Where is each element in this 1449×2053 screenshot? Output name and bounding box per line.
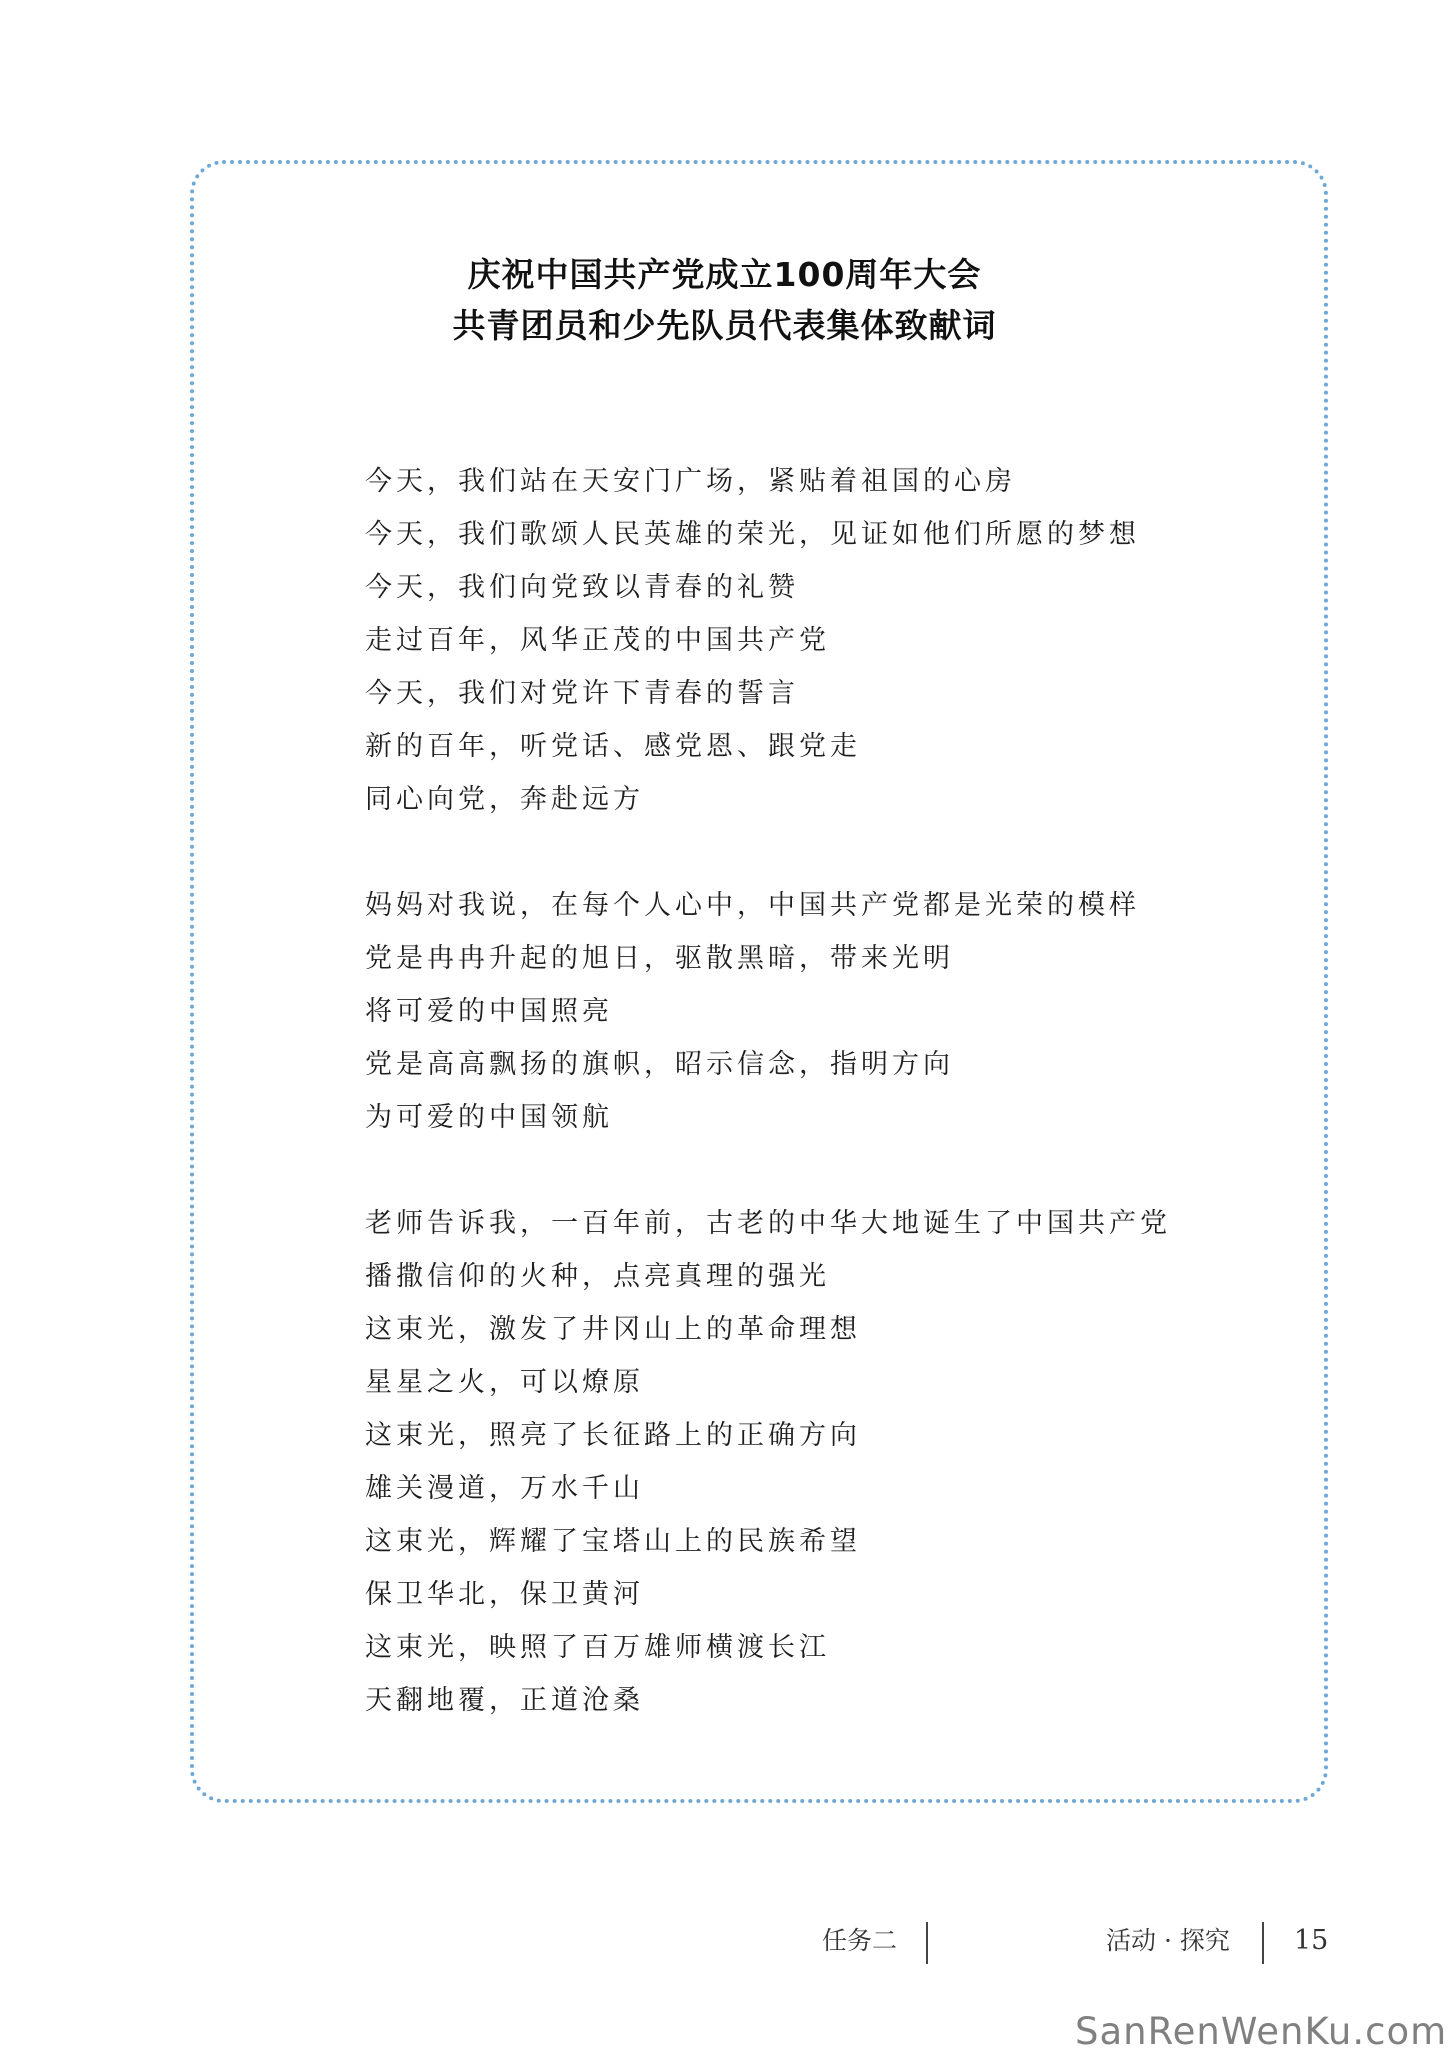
poem-line: 天翻地覆，正道沧桑: [365, 1685, 644, 1716]
poem-line: 今天，我们对党许下青春的誓言: [365, 678, 799, 709]
page-title-line-2: 共青团员和少先队员代表集体致献词: [452, 306, 997, 345]
page-title-line-1: 庆祝中国共产党成立100周年大会: [467, 255, 982, 294]
poem-line: 今天，我们站在天安门广场，紧贴着祖国的心房: [365, 466, 1016, 497]
footer-task-label: 任务二: [822, 1926, 898, 1955]
footer-activity-label: 活动 · 探究: [1106, 1926, 1230, 1955]
poem-stanza-3: [365, 1197, 1265, 1727]
poem-line: 走过百年，风华正茂的中国共产党: [365, 625, 830, 656]
poem-line: 今天，我们向党致以青春的礼赞: [365, 572, 799, 603]
poem-line: 老师告诉我，一百年前，古老的中华大地诞生了中国共产党: [365, 1208, 1171, 1239]
poem-line: 这束光，照亮了长征路上的正确方向: [365, 1420, 861, 1451]
poem-stanza-2: [365, 879, 1265, 1144]
page-number: 15: [1294, 1925, 1329, 1956]
poem-line: 保卫华北，保卫黄河: [365, 1579, 644, 1610]
poem-line: 同心向党，奔赴远方: [365, 784, 644, 815]
poem-line: 党是冉冉升起的旭日，驱散黑暗，带来光明: [365, 943, 954, 974]
poem-line: 今天，我们歌颂人民英雄的荣光，见证如他们所愿的梦想: [365, 519, 1140, 550]
footer-divider: [926, 1922, 928, 1964]
poem-line: 雄关漫道，万水千山: [365, 1473, 644, 1504]
poem-line: 星星之火，可以燎原: [365, 1367, 644, 1398]
watermark-text: SanRenWenKu.com: [1075, 2010, 1448, 2053]
poem-line: 妈妈对我说，在每个人心中，中国共产党都是光荣的模样: [365, 890, 1140, 921]
poem-line: 这束光，辉耀了宝塔山上的民族希望: [365, 1526, 861, 1557]
poem-line: 这束光，映照了百万雄师横渡长江: [365, 1632, 830, 1663]
poem-line: 为可爱的中国领航: [365, 1102, 613, 1133]
poem-line: 新的百年，听党话、感党恩、跟党走: [365, 731, 861, 762]
poem-line: 这束光，激发了井冈山上的革命理想: [365, 1314, 861, 1345]
poem-line: 党是高高飘扬的旗帜，昭示信念，指明方向: [365, 1049, 954, 1080]
poem-line: 播撒信仰的火种，点亮真理的强光: [365, 1261, 830, 1292]
poem-line: 将可爱的中国照亮: [365, 996, 613, 1027]
poem-body: [365, 455, 1265, 1780]
footer-divider: [1262, 1922, 1264, 1964]
poem-stanza-1: [365, 455, 1265, 826]
